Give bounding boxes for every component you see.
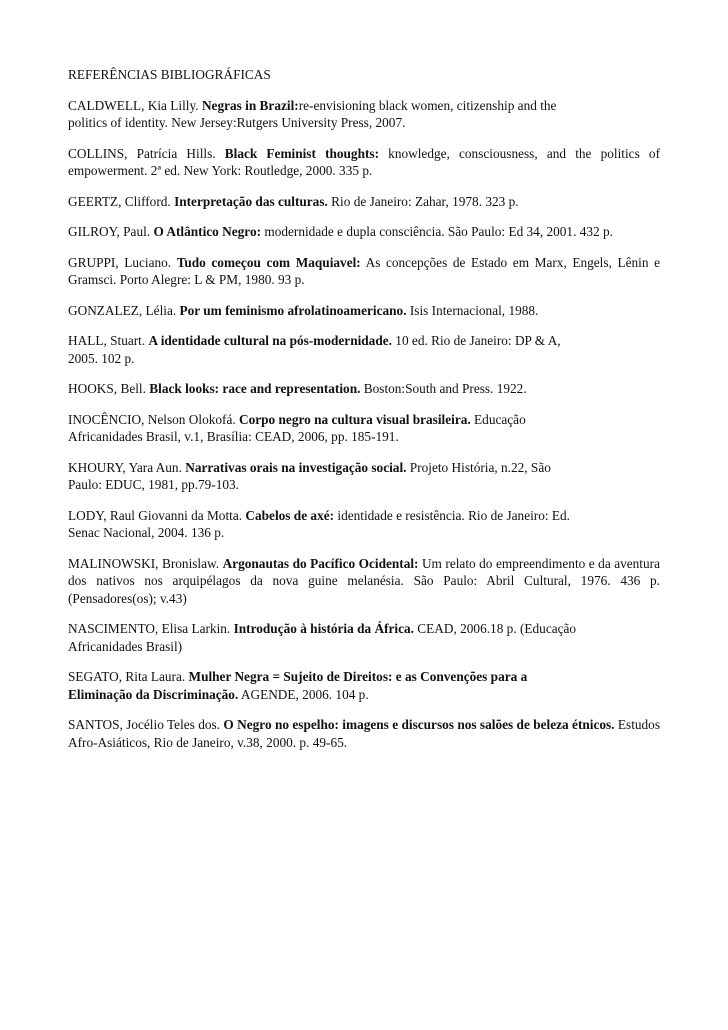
reference-santos (68, 716, 660, 751)
reference-title: Por um feminismo afrolatinoamericano. (179, 302, 407, 318)
reference-details: modernidade e dupla consciência. São Paulo: Ed 34, 2001. 432 p. (261, 224, 613, 239)
reference-gonzalez (68, 302, 660, 320)
reference-geertz (68, 193, 660, 211)
reference-line (68, 411, 660, 429)
reference-segato (68, 668, 660, 703)
reference-title: Introdução à história da África. (233, 621, 414, 636)
reference-line (68, 332, 660, 350)
reference-details: CEAD, 2006.18 p. (Educação (413, 621, 577, 636)
reference-details: Isis Internacional, 1988. (406, 302, 539, 318)
reference-title: Corpo negro na cultura visual brasileira. (239, 411, 471, 427)
reference-inocencio (68, 411, 660, 446)
reference-title: Negras in Brazil: (201, 97, 299, 113)
reference-details: Projeto História, n.22, São (406, 459, 551, 475)
reference-details: knowledge, consciousness, and the politics of empowerment. 2ª ed. New York: Routledge, 2000. 335 p. (68, 145, 660, 178)
reference-author: INOCÊNCIO, Nelson Olokofá. (68, 411, 239, 427)
reference-title: A identidade cultural na pós-modernidade. (148, 333, 392, 348)
reference-title: Interpretação das culturas. (174, 193, 328, 209)
reference-line (68, 507, 660, 525)
reference-details: re-envisioning black women, citizenship and the (298, 97, 557, 113)
reference-hall (68, 332, 660, 367)
reference-details: Estudos Afro-Asiáticos, Rio de Janeiro, v.38, 2000. p. 49-65. (68, 717, 661, 750)
reference-author: GEERTZ, Clifford. (68, 193, 175, 209)
references-heading: REFERÊNCIAS BIBLIOGRÁFICAS (68, 67, 271, 82)
reference-hooks (68, 380, 660, 398)
reference-author: GONZALEZ, Lélia. (68, 302, 180, 318)
reference-line (68, 686, 660, 704)
reference-collins (68, 145, 660, 180)
reference-details: Educação (470, 411, 526, 427)
reference-details: identidade e resistência. Rio de Janeiro: Ed. (334, 507, 570, 523)
reference-line (68, 620, 660, 638)
reference-author: NASCIMENTO, Elisa Larkin. (68, 621, 234, 636)
reference-line (68, 459, 660, 477)
reference-caldwell (68, 97, 660, 132)
reference-title: Argonautas do Pacífico Ocidental: (222, 555, 419, 571)
reference-line: Paulo: EDUC, 1981, pp.79-103. (68, 477, 240, 492)
reference-title: Narrativas orais na investigação social. (185, 459, 407, 475)
reference-details: Um relato do empreendimento e da aventura dos nativos nos arquipélagos da nova guine melanésia. São Paulo: Abril Cultural, 1976. 436 p. (Pensadores(os); v.43) (68, 555, 660, 606)
reference-author: GILROY, Paul. (68, 224, 154, 239)
reference-nascimento (68, 620, 660, 655)
reference-author: SANTOS, Jocélio Teles dos. (68, 717, 224, 732)
reference-line: Africanidades Brasil, v.1, Brasília: CEAD, 2006, pp. 185-191. (68, 429, 399, 444)
reference-author: MALINOWSKI, Bronislaw. (68, 555, 223, 571)
reference-title: Mulher Negra = Sujeito de Direitos: e as Convenções para a (188, 669, 528, 684)
reference-title: Cabelos de axé: (245, 507, 335, 523)
references-section (68, 66, 660, 764)
reference-author: LODY, Raul Giovanni da Motta. (68, 507, 246, 523)
reference-author: SEGATO, Rita Laura. (68, 669, 189, 684)
reference-details: As concepções de Estado em Marx, Engels, Lênin e Gramsci. Porto Alegre: L & PM, 1980. 93 p. (68, 254, 660, 287)
reference-line: Africanidades Brasil) (68, 638, 183, 654)
reference-details: AGENDE, 2006. 104 p. (238, 686, 369, 702)
reference-malinowski (68, 555, 660, 608)
reference-line (68, 668, 660, 686)
reference-gilroy (68, 223, 660, 241)
reference-line: politics of identity. New Jersey:Rutgers University Press, 2007. (68, 115, 406, 130)
reference-author: GRUPPI, Luciano. (68, 254, 177, 270)
reference-title-continued: Eliminação da Discriminação. (68, 686, 239, 702)
reference-details: 10 ed. Rio de Janeiro: DP & A, (391, 333, 561, 348)
reference-gruppi (68, 254, 660, 289)
reference-title: O Negro no espelho: imagens e discursos nos salões de beleza étnicos. (223, 717, 615, 732)
reference-details: Rio de Janeiro: Zahar, 1978. 323 p. (327, 193, 519, 209)
reference-author: HALL, Stuart. (68, 333, 149, 348)
reference-title: O Atlântico Negro: (153, 224, 262, 239)
reference-author: COLLINS, Patrícia Hills. (68, 145, 225, 161)
reference-title: Tudo começou com Maquiavel: (176, 254, 361, 270)
reference-details: Boston:South and Press. 1922. (360, 381, 527, 396)
reference-lody (68, 507, 660, 542)
reference-line (68, 97, 660, 115)
reference-title: Black Feminist thoughts: (224, 145, 380, 161)
reference-khoury (68, 459, 660, 494)
reference-author: KHOURY, Yara Aun. (68, 459, 186, 475)
reference-author: HOOKS, Bell. (68, 381, 150, 396)
reference-line: Senac Nacional, 2004. 136 p. (68, 525, 225, 540)
reference-author: CALDWELL, Kia Lilly. (68, 97, 202, 113)
reference-line: 2005. 102 p. (68, 350, 135, 366)
reference-title: Black looks: race and representation. (149, 381, 361, 396)
